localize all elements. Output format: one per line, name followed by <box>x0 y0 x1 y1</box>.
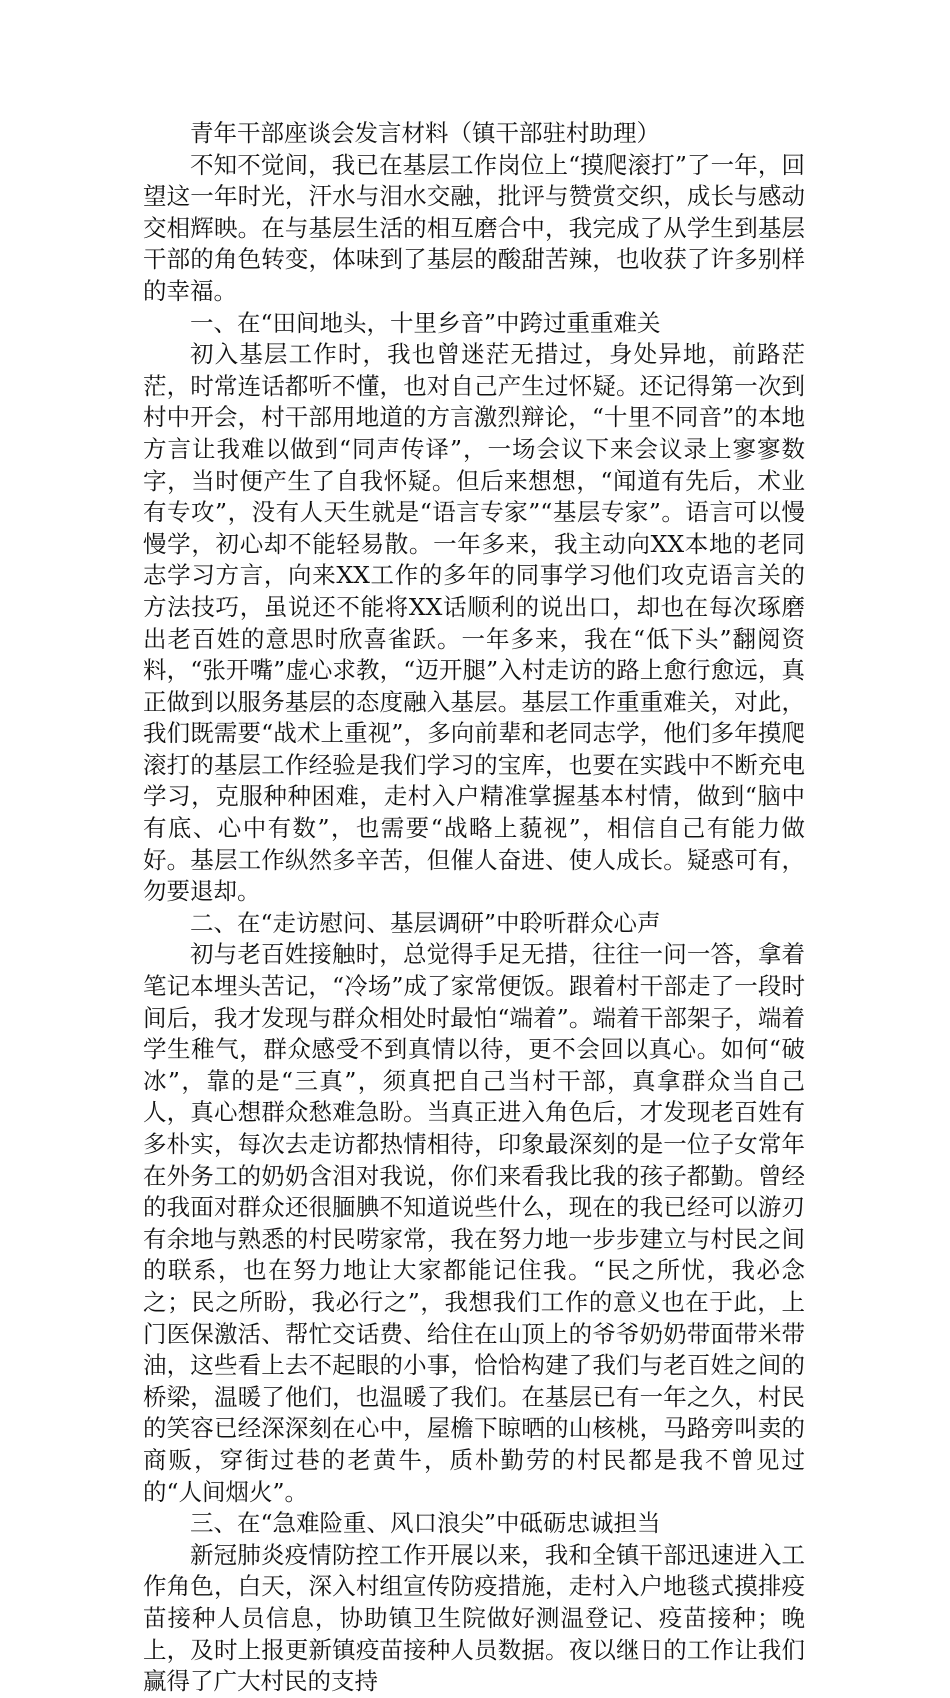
section-heading-1: 一、在“田间地头，十里乡音”中跨过重重难关 <box>190 308 661 337</box>
section-3-paragraph: 新冠肺炎疫情防控工作开展以来，我和全镇干部迅速进入工作角色，白天，深入村组宣传防疫措施，走村入户地毯式摸排疫苗接种人员信息，协助镇卫生院做好测温登记、疫苗接种；晚上，及时上报更新镇疫苗接种人员数据。夜以继日的工作让我们赢得了广大村民的支持 <box>143 1540 805 1696</box>
section-1-paragraph: 初入基层工作时，我也曾迷茫无措过，身处异地，前路茫茫，时常连话都听不懂，也对自己产生过怀疑。还记得第一次到村中开会，村干部用地道的方言激烈辩论，“十里不同音”的本地方言让我难以做到“同声传译”，一场会议下来会议录上寥寥数字，当时便产生了自我怀疑。但后来想想，“闻道有先后，术业有专攻”，没有人天生就是“语言专家”“基层专家”。语言可以慢慢学，初心却不能轻易散。一年多来，我主动向XX本地的老同志学习方言，向来XX工作的多年的同事学习他们攻克语言关的方法技巧，虽说还不能将XX话顺利的说出口，却也在每次琢磨出老百姓的意思时欣喜雀跃。一年多来，我在“低下头”翻阅资料，“张开嘴”虚心求教，“迈开腿”入村走访的路上愈行愈远，真正做到以服务基层的态度融入基层。基层工作重重难关，对此，我们既需要“战术上重视”，多向前辈和老同志学，他们多年摸爬滚打的基层工作经验是我们学习的宝库，也要在实践中不断充电学习，克服种种困难，走村入户精准掌握基本村情，做到“脑中有底、心中有数”，也需要“战略上藐视”，相信自己有能力做好。基层工作纵然多辛苦，但催人奋进、使人成长。疑惑可有，勿要退却。 <box>143 340 805 906</box>
section-heading-2: 二、在“走访慰问、基层调研”中聆听群众心声 <box>190 908 661 937</box>
document-page <box>143 118 805 1698</box>
document-title: 青年干部座谈会发言材料（镇干部驻村助理） <box>190 119 660 147</box>
section-2-paragraph: 初与老百姓接触时，总觉得手足无措，往往一问一答，拿着笔记本埋头苦记，“冷场”成了家常便饭。跟着村干部走了一段时间后，我才发现与群众相处时最怕“端着”。端着干部架子，端着学生稚气，群众感受不到真情以待，更不会回以真心。如何“破冰”，靠的是“三真”，须真把自己当村干部，真拿群众当自己人，真心想群众愁难急盼。当真正进入角色后，才发现老百姓有多朴实，每次去走访都热情相待，印象最深刻的是一位子女常年在外务工的奶奶含泪对我说，你们来看我比我的孩子都勤。曾经的我面对群众还很腼腆不知道说些什么，现在的我已经可以游刃有余地与熟悉的村民唠家常，我在努力地一步步建立与村民之间的联系，也在努力地让大家都能记住我。“民之所忧，我必念之；民之所盼，我必行之”，我想我们工作的意义也在于此，上门医保激活、帮忙交话费、给住在山顶上的爷爷奶奶带面带米带油，这些看上去不起眼的小事，恰恰构建了我们与老百姓之间的桥梁，温暖了他们，也温暖了我们。在基层已有一年之久，村民的笑容已经深深刻在心中，屋檐下晾晒的山核桃，马路旁叫卖的商贩，穿街过巷的老黄牛，质朴勤劳的村民都是我不曾见过的“人间烟火”。 <box>143 940 805 1506</box>
section-heading-3: 三、在“急难险重、风口浪尖”中砥砺忠诚担当 <box>190 1509 661 1538</box>
intro-paragraph: 不知不觉间，我已在基层工作岗位上“摸爬滚打”了一年，回望这一年时光，汗水与泪水交融，批评与赞赏交织，成长与感动交相辉映。在与基层生活的相互磨合中，我完成了从学生到基层干部的角色转变，体味到了基层的酸甜苦辣，也收获了许多别样的幸福。 <box>143 150 805 305</box>
